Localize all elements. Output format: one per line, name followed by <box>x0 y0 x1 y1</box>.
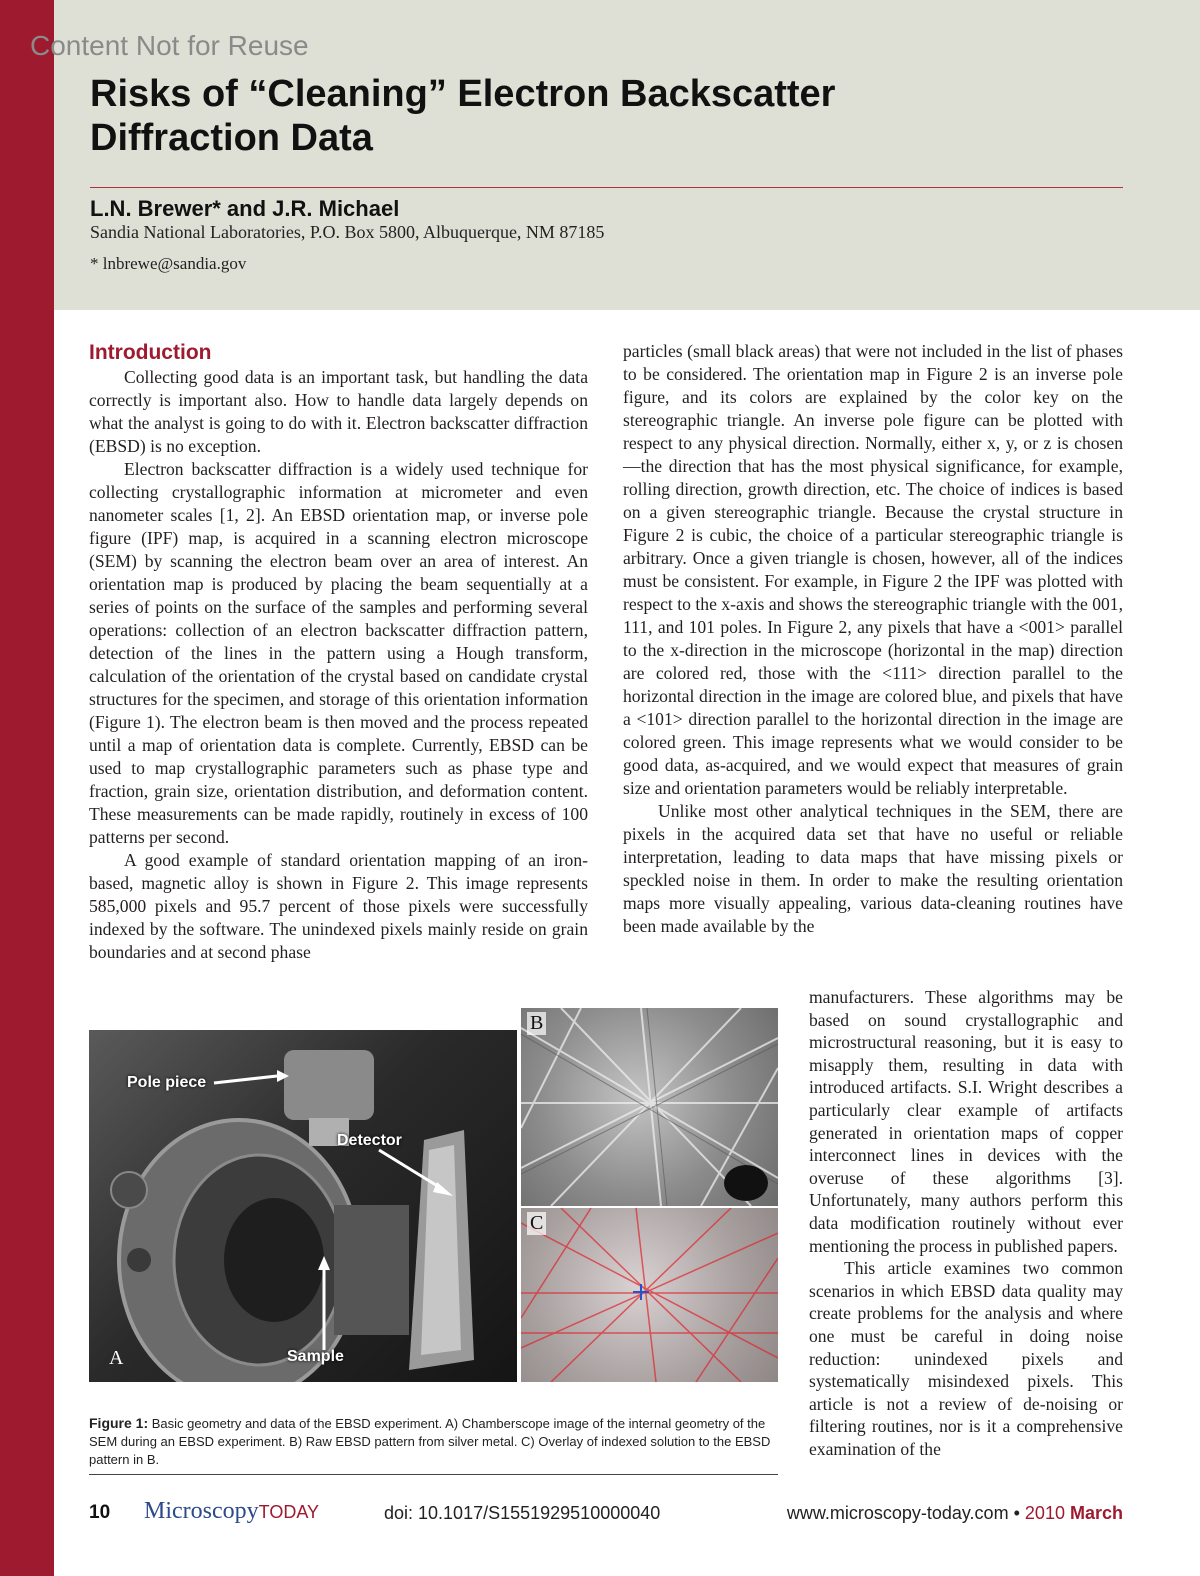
label-sample: Sample <box>287 1348 344 1365</box>
issue-year: 2010 <box>1024 1503 1065 1523</box>
affiliation: Sandia National Laboratories, P.O. Box 5800, Albuquerque, NM 87185 <box>90 222 605 242</box>
issue-month: March <box>1069 1503 1123 1523</box>
caption-text: Basic geometry and data of the EBSD experiment. A) Chamberscope image of the internal geometry of the SEM during an EBSD experiment. B) Raw EBSD pattern from silver metal. C) Overlay of indexed solution to the EBSD pattern in B. <box>89 1416 771 1467</box>
title-line-2: Diffraction Data <box>90 117 373 159</box>
journal-brand <box>144 1498 319 1525</box>
text-column-1 <box>89 366 588 964</box>
paragraph: A good example of standard orientation mapping of an iron-based, magnetic alloy is shown in Figure 2. This image represents 585,000 pixels and 95.7 percent of those pixels were successfully indexed by the software. The unindexed pixels mainly reside on grain boundaries and at second phase <box>89 850 588 962</box>
page-number: 10 <box>89 1502 111 1523</box>
figure-1-caption <box>89 1414 778 1469</box>
panel-letter-b: B <box>527 1012 546 1035</box>
doi: doi: 10.1017/S1551929510000040 <box>384 1503 661 1523</box>
footer-website-date <box>787 1503 1123 1524</box>
header-divider <box>90 187 1123 188</box>
brand-name: Microscopy <box>144 1498 259 1524</box>
figure-1-panel-c-indexed-overlay <box>521 1208 778 1382</box>
label-pole-piece: Pole piece <box>127 1074 207 1091</box>
text-column-2 <box>623 340 1123 938</box>
paragraph: particles (small black areas) that were not included in the list of phases to be considered. The orientation map in Figure 2 is an inverse pole figure, and its colors are explained by the color key on the stereographic triangle. An inverse pole figure can be plotted with respect to any physical direction. Normally, either x, y, or z is chosen—the direction that has the most physical significance, for example, rolling direction, growth direction, etc. The choice of indices is based on a given stereographic triangle. Because the crystal structure in Figure 2 is cubic, the choice of a particular stereographic triangle is arbitrary. Once a given triangle is chosen, however, all of the indices must be consistent. For example, in Figure 2 the IPF was plotted with respect to the x-axis and shows the stereographic triangle with the 001, 111, and 101 poles. In Figure 2, any pixels that have a <001> parallel to the x-direction in the microscope (horizontal in the map) direction are colored red, those with the <111> direction parallel to the horizontal direction in the image are colored blue, and pixels that have a <101> direction parallel to the horizontal direction in the image are colored green. This image represents what we would consider to be good data, as-acquired, and we would expect that measures of grain size and orientation parameters would be reliably interpretable. <box>623 341 1123 798</box>
article-title <box>90 72 1090 160</box>
label-detector: Detector <box>337 1132 402 1149</box>
website-link[interactable]: www.microscopy-today.com <box>786 1503 1009 1523</box>
title-line-1: Risks of “Cleaning” Electron Backscatter <box>90 73 836 115</box>
watermark: Content Not for Reuse <box>30 30 309 61</box>
paragraph: This article examines two common scenarios in which EBSD data quality may create problems for the analysis and where one must be careful in doing noise reduction: unindexed pixels and systematically misindexed pixels. This article is not a review of de-noising or filtering routines, nor is it a comprehensive examination of the <box>809 1258 1123 1459</box>
paragraph: Unlike most other analytical techniques in the SEM, there are pixels in the acquired data set that have no useful or reliable interpretation, leading to data maps that have missing pixels or speckled noise in them. In order to make the resulting orientation maps more visually appealing, various data-cleaning routines have been made available by the <box>623 801 1123 936</box>
author-email: * lnbrewe@sandia.gov <box>90 254 247 273</box>
paragraph: Electron backscatter diffraction is a widely used technique for collecting crystallographic information at micrometer and even nanometer scales [1, 2]. An EBSD orientation map, or inverse pole figure (IPF) map, is acquired in a scanning electron microscope (SEM) by scanning the electron beam over an area of interest. An orientation map is produced by placing the beam sequentially at a series of points on the surface of the samples and performing several operations: collection of an electron backscatter diffraction pattern, detection of the lines in the pattern using a Hough transform, calculation of the orientation of the crystal based on candidate crystal structures for the specimen, and storage of this orientation information (Figure 1). The electron beam is then moved and the process repeated until a map of orientation data is complete. Currently, EBSD can be used to map crystallographic parameters such as phase type and fraction, grain size, orientation distribution, and deformation content. These measurements can be made rapidly, routinely in excess of 100 patterns per second. <box>89 459 588 847</box>
left-color-bar <box>0 0 54 1576</box>
caption-label: Figure 1: <box>89 1415 149 1431</box>
panel-letter-c: C <box>527 1212 546 1235</box>
figure-1-panel-a-chamberscope <box>89 1030 517 1382</box>
brand-suffix: TODAY <box>258 1502 320 1522</box>
figure-1 <box>89 1008 778 1382</box>
panel-letter-a: A <box>109 1347 124 1369</box>
kikuchi-pattern <box>521 1008 778 1206</box>
indexed-overlay-pattern <box>521 1208 778 1382</box>
text-column-3 <box>809 986 1123 1460</box>
separator: • <box>1013 1503 1020 1523</box>
paragraph: Collecting good data is an important task, but handling the data correctly is important also. How to handle data largely depends on what the analyst is going to do with it. Electron backscatter diffraction (EBSD) is no exception. <box>89 367 588 456</box>
figure-1-panel-b-ebsd-pattern <box>521 1008 778 1206</box>
section-heading-introduction: Introduction <box>89 341 212 364</box>
paragraph: manufacturers. These algorithms may be based on sound crystallographic and microstructural reasoning, but it is easy to misapply them, resulting in data with introduced artifacts. S.I. Wright describes a particularly clear example of artifacts generated in orientation maps of copper interconnect lines in devices with the overuse of these algorithms [3]. Unfortunately, many authors perform this data modification routinely without ever mentioning the process in published papers. <box>809 987 1123 1256</box>
caption-divider <box>89 1474 778 1475</box>
authors: L.N. Brewer* and J.R. Michael <box>90 196 400 221</box>
